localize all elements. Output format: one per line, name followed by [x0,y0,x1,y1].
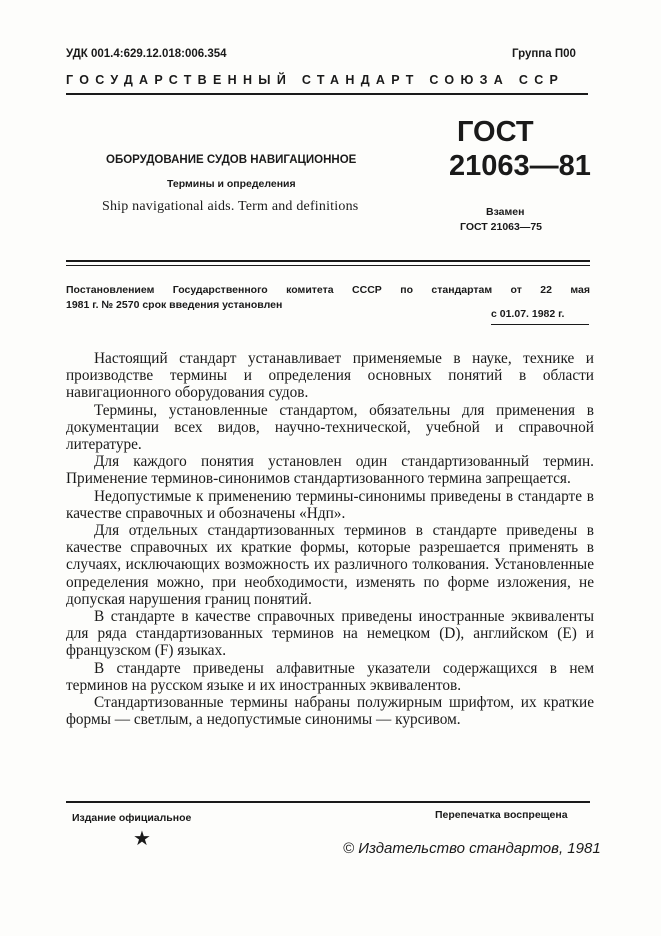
state-standard-heading: ГОСУДАРСТВЕННЫЙ СТАНДАРТ СОЮЗА ССР [66,73,565,87]
section-rule-thick [66,260,590,262]
paragraph: Настоящий стандарт устанавливает применяемые в науке, технике и производстве термины и определения основных понятий в области навигационного оборудования судов. [66,350,594,402]
gost-label: ГОСТ [457,116,534,148]
body-text [66,350,594,728]
paragraph: Термины, установленные стандартом, обязательны для применения в документации всех видов, научно-технической, учебной и справочной литературе. [66,401,594,454]
star-icon: ★ [133,826,151,850]
effective-date: с 01.07. 1982 г. [491,308,565,320]
paragraph: В стандарте в качестве справочных приведены иностранные эквиваленты для ряда стандартизованных терминов на немецком (D), английском (E) и французском (F) языках. [66,608,594,660]
decree-line-1: Постановлением Государственного комитета СССР по стандартам от 22 мая [66,284,590,296]
paragraph: В стандарте приведены алфавитные указатели содержащихся в нем терминов на русском языке и их иностранных эквивалентов. [66,659,594,694]
decree-line-2: 1981 г. № 2570 срок введения установлен [66,299,283,311]
paragraph: Недопустимые к применению термины-синонимы приведены в стандарте в качестве справочных и обозначены «Ндп». [66,487,594,522]
document-subtitle: Термины и определения [167,178,296,190]
header-rule [66,93,588,95]
paragraph: Стандартизованные термины набраны полужирным шрифтом, их краткие формы — светлым, а недопустимые синонимы — курсивом. [66,694,594,729]
paragraph: Для каждого понятия установлен один стандартизованный термин. Применение терминов-синонимов стандартизованного термина запрещается. [66,453,594,488]
copyright-notice: © Издательство стандартов, 1981 [343,840,601,857]
paragraph: Для отдельных стандартизованных терминов в стандарте приведены в качестве справочных их краткие формы, которые разрешается применять в случаях, исключающих возможность их различного толкования. Установленные определения можно, при необходимости, изменять по форме изложения, не допуская нарушения границ понятий. [66,522,594,608]
replaces-label: Взамен [486,206,525,218]
udk-code: УДК 001.4:629.12.018:006.354 [66,48,227,60]
english-title: Ship navigational aids. Term and definitions [102,199,359,214]
document-title: ОБОРУДОВАНИЕ СУДОВ НАВИГАЦИОННОЕ [106,154,357,166]
footer-rule [66,801,590,803]
replaces-number: ГОСТ 21063—75 [460,221,543,233]
reprint-prohibited-label: Перепечатка воспрещена [435,809,568,821]
official-edition-label: Издание официальное [72,812,192,824]
section-rule-thin [66,265,590,266]
gost-number: 21063—81 [449,150,591,182]
effective-date-underline [491,324,589,325]
group-code: Группа П00 [512,48,576,60]
